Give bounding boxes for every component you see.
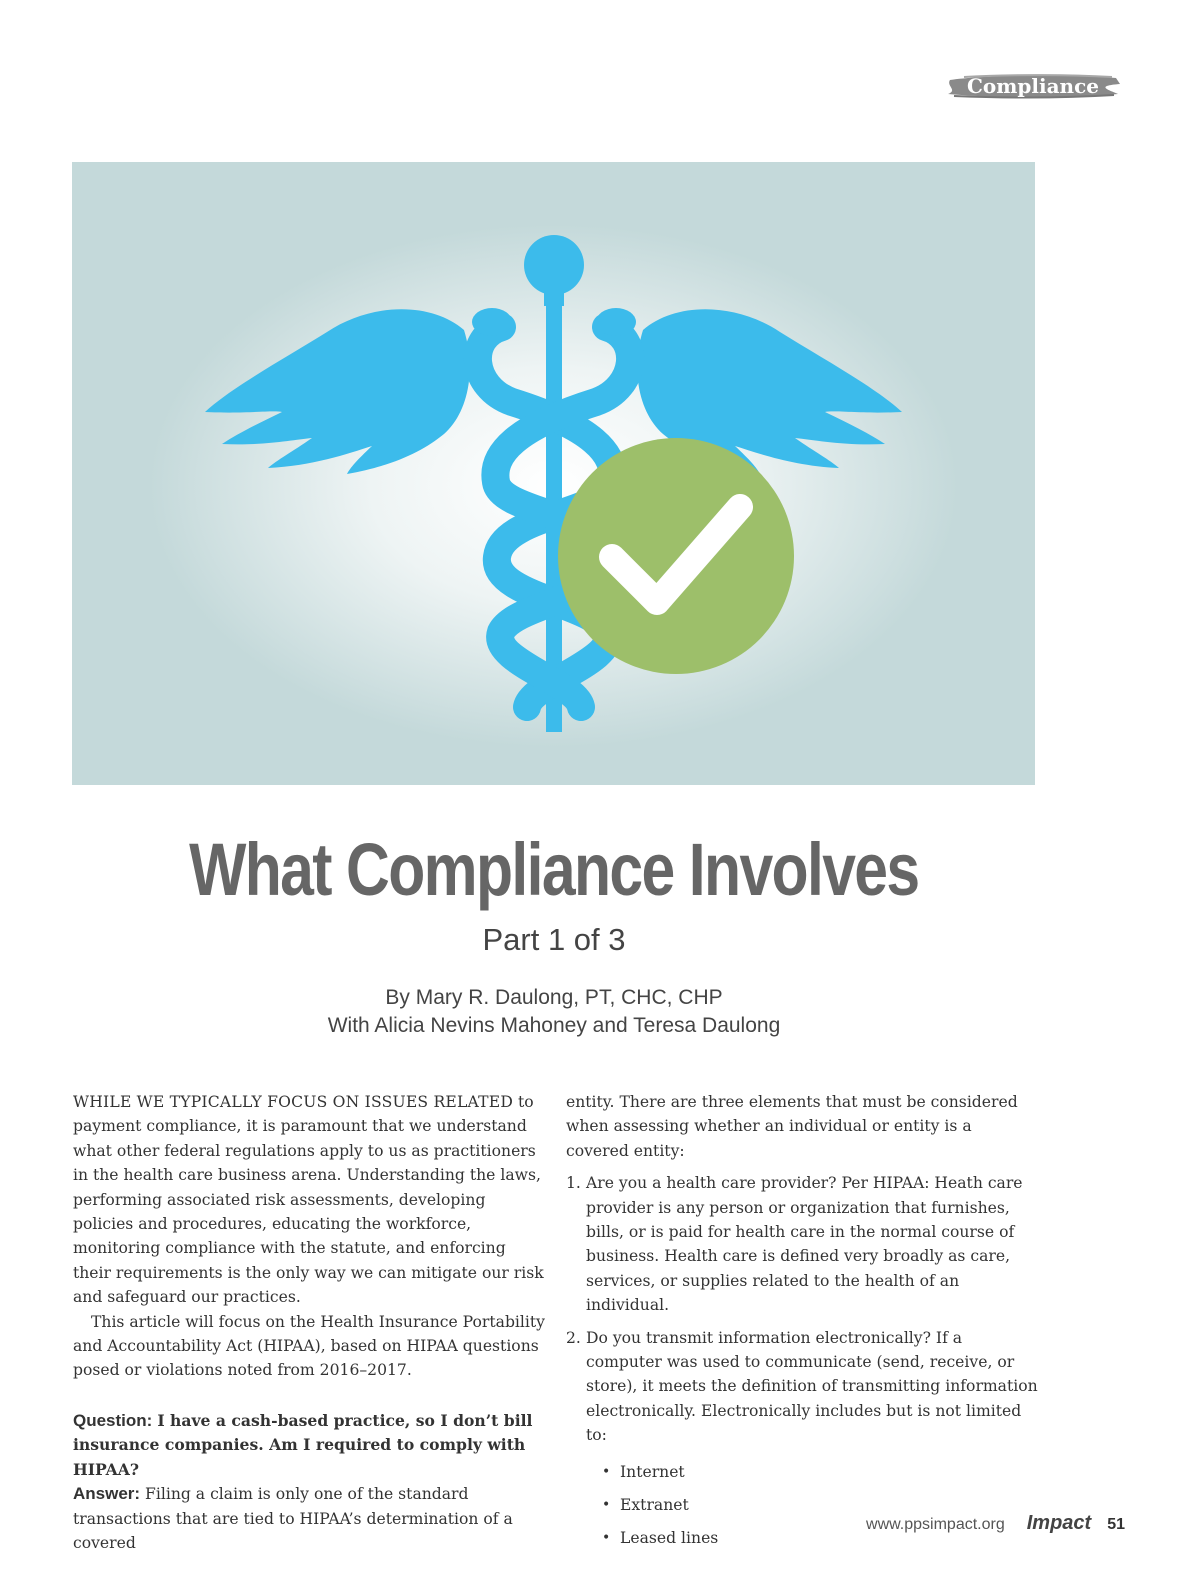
bullet-text: Internet [620,1462,685,1481]
section-tag [944,72,1122,100]
answer-text-start: Filing a claim is only one of the standard transactions that are tied to HIPAA’s determination of a covered [73,1485,513,1552]
electronic-transmission-list [566,1456,1038,1555]
list-item-text: Are you a health care provider? Per HIPAA: Heath care provider is any person or organization that furnishes, bills, or is paid for health care in the normal course of business. Health care is defined very broadly as care, services, or supplies related to the health of an individual. [586,1174,1023,1315]
byline-author: By Mary R. Daulong, PT, CHC, CHP [385,986,723,1009]
check-badge [558,438,794,674]
bullet-text: Extranet [620,1495,689,1514]
article-column-left [73,1090,547,1555]
bullet-text: Leased lines [620,1528,719,1547]
bullet-icon: • [602,1496,611,1513]
article-title: What Compliance Involves [189,828,919,911]
paragraph-intro-text: to payment compliance, it is paramount that we understand what other federal regulations apply to us as practitioners in the health care business arena. Understanding the laws, performing associated risk assessments, developing policies and procedures, educating the workforce, monitoring compliance with the statute, and enforcing their requirements is the only way we can mitigate our risk and safeguard our practices. [73,1093,544,1307]
page-footer [866,1512,1125,1535]
byline-contributors: With Alicia Nevins Mahoney and Teresa Daulong [327,1014,781,1037]
question-text: I have a cash-based practice, so I don’t bill insurance companies. Am I required to comply with HIPAA? [73,1410,533,1479]
footer-url[interactable]: www.ppsimpact.org [866,1516,1005,1533]
bullet-icon: • [602,1529,611,1546]
checkmark-icon [558,438,794,674]
lead-in-caps: WHILE WE TYPICALLY FOCUS ON ISSUES RELATED [73,1093,514,1111]
question-answer-block [73,1409,547,1555]
question-label: Question: [73,1410,153,1430]
answer-label: Answer: [73,1484,141,1504]
article-column-right [566,1090,1038,1555]
hero-illustration [72,162,1035,785]
bullet-item [566,1456,1038,1489]
paragraph-intro [73,1090,547,1310]
list-item-number: 1. [566,1174,581,1193]
list-item [566,1171,1038,1317]
list-item [566,1326,1038,1448]
article-subtitle: Part 1 of 3 [482,922,626,957]
list-item-number: 2. [566,1328,581,1347]
answer-text-continued: entity. There are three elements that must be considered when assessing whether an individual or entity is a covered entity: [566,1093,1018,1160]
list-item-text: Do you transmit information electronically? If a computer was used to communicate (send, receive, or store), it meets the definition of transmitting information electronically. Electronically includes but is not limited to: [586,1328,1038,1445]
covered-entity-criteria-list [566,1171,1038,1447]
footer-page-number: 51 [1107,1516,1125,1533]
footer-magazine-name: Impact [1026,1512,1092,1534]
paragraph-focus: This article will focus on the Health Insurance Portability and Accountability Act (HIPAA), based on HIPAA questions posed or violations noted from 2016–2017. [73,1312,545,1380]
section-tag-label: Compliance [966,74,1099,98]
bullet-icon: • [602,1463,611,1480]
